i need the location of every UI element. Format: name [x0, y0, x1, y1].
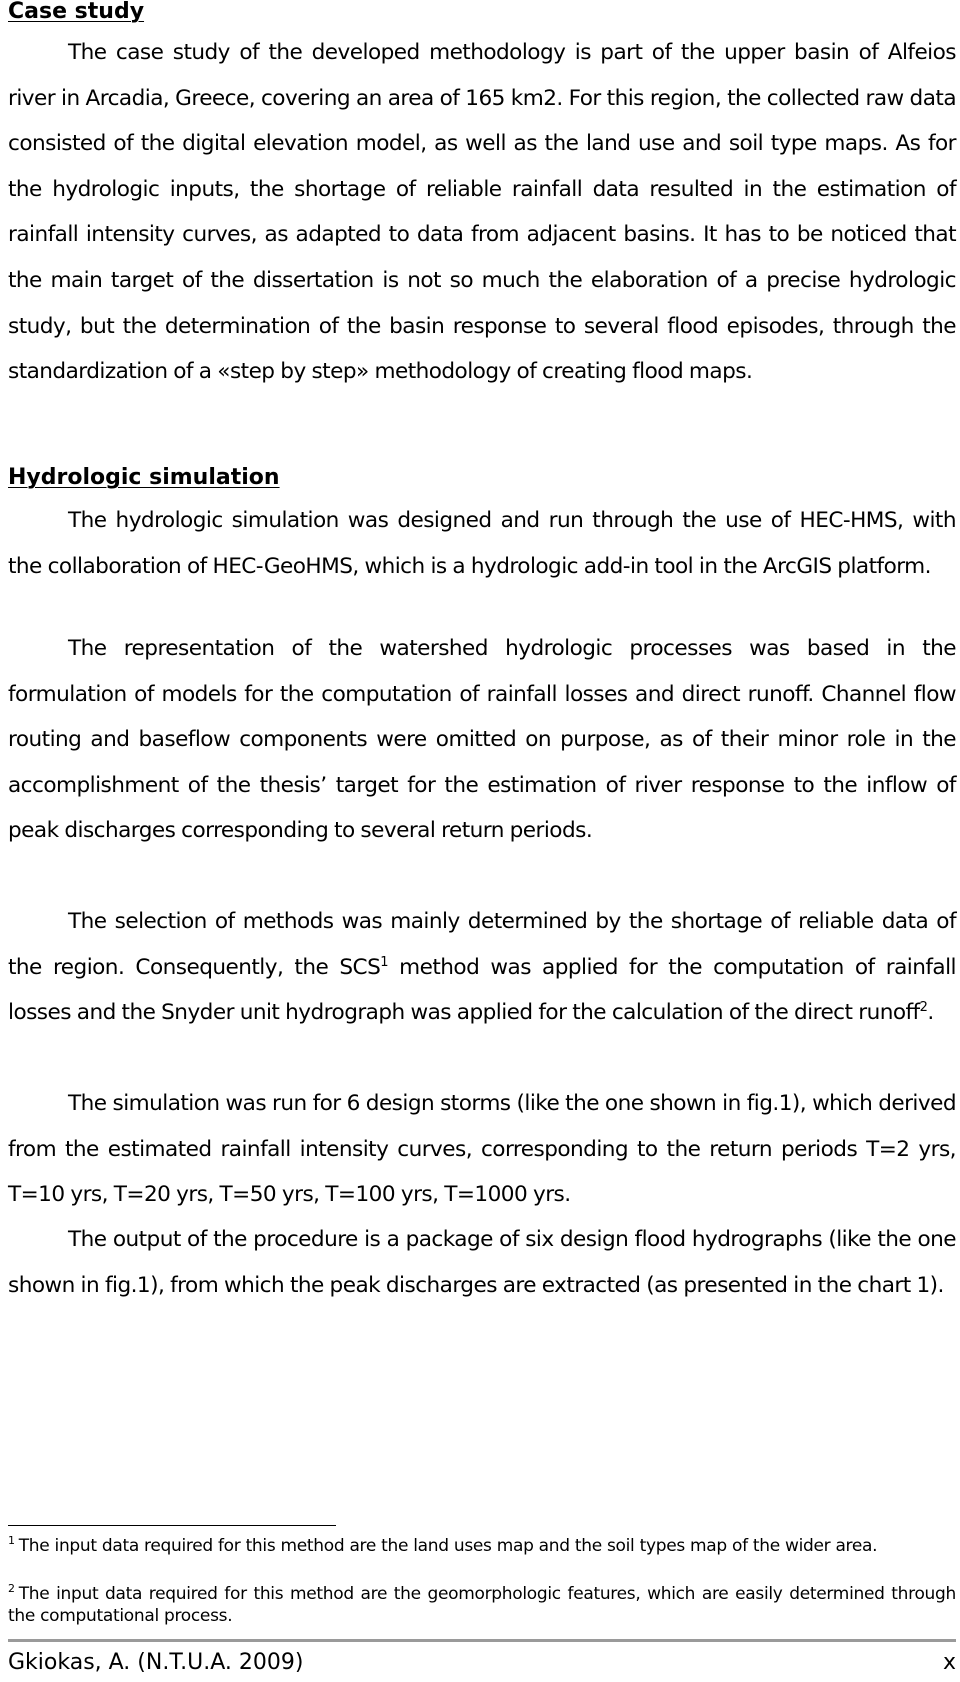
paragraph-3-text-before: The selection of methods was mainly determined by the shortage of reliable data of the region. Consequently, the SCS — [8, 909, 956, 980]
footnote-separator — [8, 1525, 336, 1526]
footer-divider — [8, 1639, 956, 1642]
case-study-paragraph: The case study of the developed methodology is part of the upper basin of Alfeios river in Arcadia, Greece, covering an area of 165 km2. For this region, the collected raw data consisted of the digital elevation model, as well as the land use and soil type maps. As for the hydrologic inputs, the shortage of reliable rainfall data resulted in the estimation of rainfall intensity curves, as adapted to data from adjacent basins. It has to be noticed that the main target of the dissertation is not so much the elaboration of a precise hydrologic study, but the determination of the basin response to several flood episodes, through the standardization of a «step by step» methodology of creating flood maps. — [8, 40, 956, 385]
paragraph-3-text-after: . — [927, 1000, 934, 1026]
hydrologic-paragraph-3 — [8, 899, 956, 1036]
page-number: x — [942, 1650, 956, 1675]
footnote-marker-1: 1 — [8, 1534, 15, 1547]
hydrologic-paragraph-2: The representation of the watershed hydrologic processes was based in the formulation of models for the computation of rainfall losses and direct runoff. Channel flow routing and baseflow components were omitted on purpose, as of their minor role in the accomplishment of the thesis’ target for the estimation of river response to the inflow of peak discharges corresponding to several return periods. — [8, 636, 956, 844]
footnote-2 — [8, 1583, 956, 1627]
footnote-marker-2: 2 — [8, 1582, 15, 1595]
paragraph-3-text-middle: method was applied for the computation of rainfall losses and the Snyder unit hydrograph was applied for the calculation of the direct runoff — [8, 954, 956, 1026]
footnote-1 — [8, 1535, 956, 1557]
section-heading-hydrologic-simulation: Hydrologic simulation — [8, 465, 280, 490]
hydrologic-paragraph-1: The hydrologic simulation was designed and run through the use of HEC-HMS, with the collaboration of HEC-GeoHMS, which is a hydrologic add-in tool in the ArcGIS platform. — [8, 508, 956, 579]
footnote-1-text: The input data required for this method are the land uses map and the soil types map of the wider area. — [18, 1536, 878, 1556]
footer-author: Gkiokas, A. (N.T.U.A. 2009) — [8, 1650, 304, 1675]
hydrologic-paragraph-4: The simulation was run for 6 design storms (like the one shown in fig.1), which derived from the estimated rainfall intensity curves, corresponding to the return periods T=2 yrs, T=10 yrs, T=20 yrs, T=50 yrs, T=100 yrs, T=1000 yrs. — [8, 1091, 956, 1208]
footnote-ref-2[interactable]: 2 — [919, 1000, 928, 1016]
footnote-ref-1[interactable]: 1 — [380, 954, 388, 970]
footnote-2-text: The input data required for this method are the geomorphologic features, which are easily determined through the computational process. — [8, 1584, 956, 1626]
hydrologic-paragraph-5: The output of the procedure is a package of six design flood hydrographs (like the one shown in fig.1), from which the peak discharges are extracted (as presented in the chart 1). — [8, 1227, 956, 1298]
section-heading-case-study: Case study — [8, 0, 145, 24]
